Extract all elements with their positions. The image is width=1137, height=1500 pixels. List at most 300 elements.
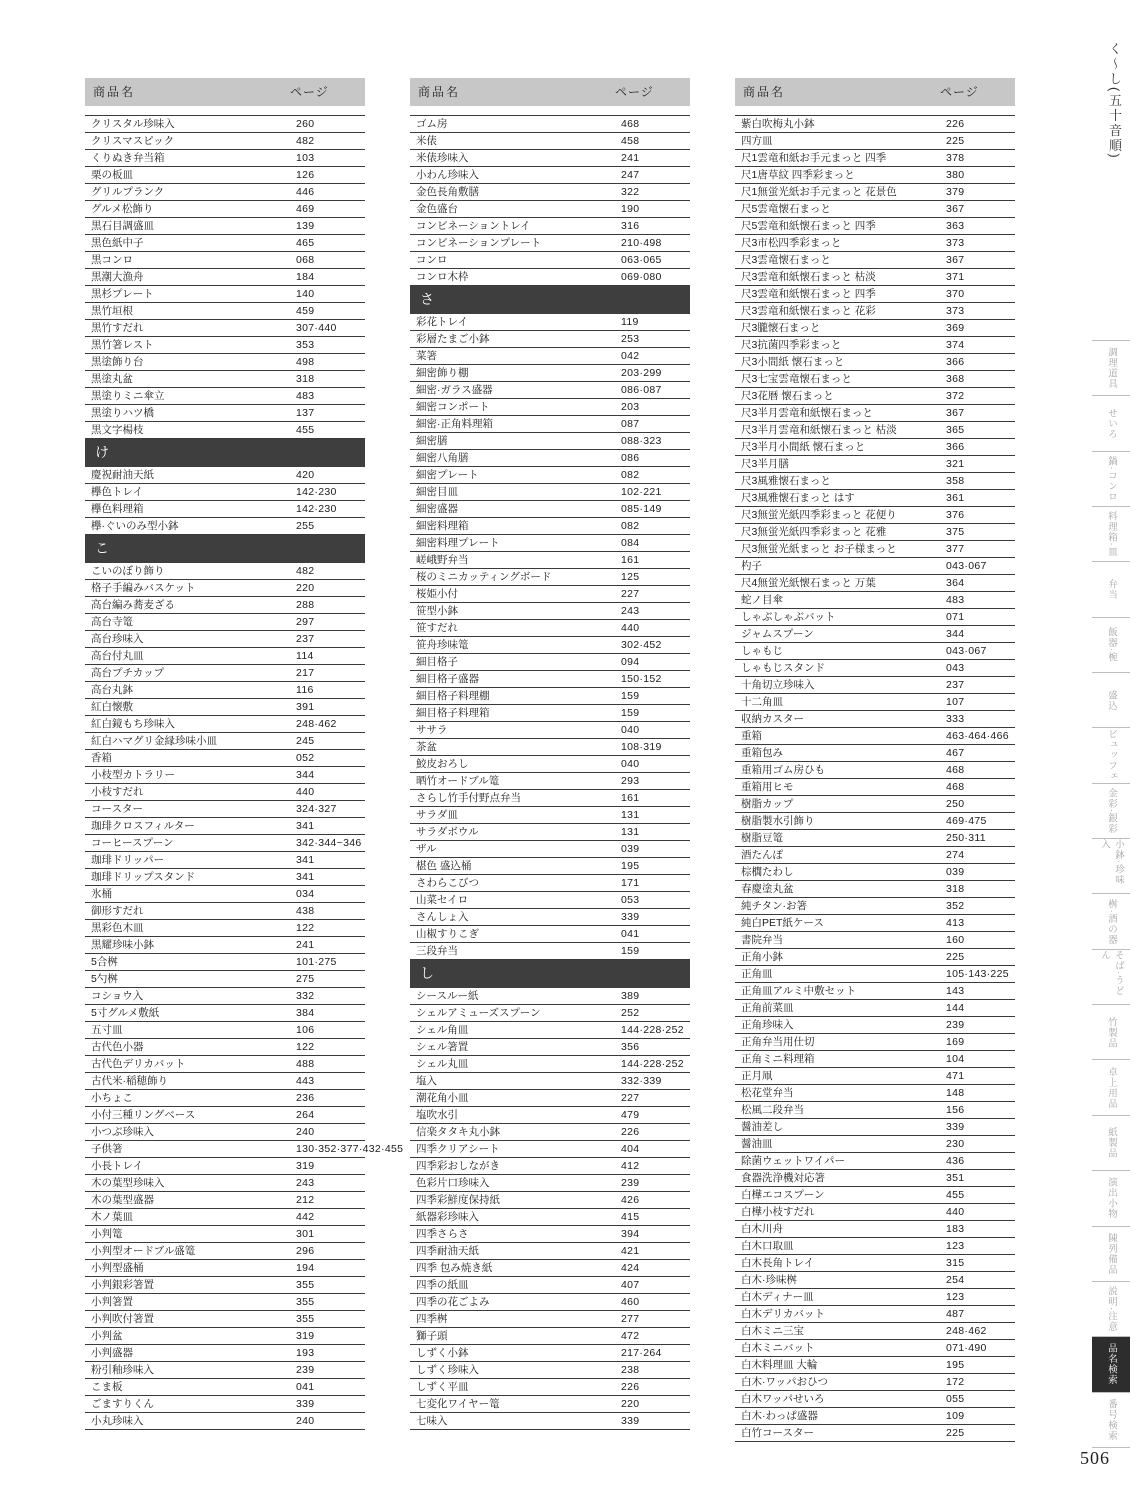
table-row [410,722,690,739]
table-row [735,269,1015,286]
item-page: 082 [621,469,640,481]
item-name: 小判盆 [91,1330,123,1342]
item-page: 252 [621,1007,640,1019]
item-name: サラダボウル [416,826,479,838]
sidebar-tab-竹製品[interactable]: 竹製品 [1092,1004,1130,1059]
table-row [735,1408,1015,1425]
item-name: 小枝すだれ [91,786,144,798]
item-page: 436 [946,1155,965,1167]
table-row [735,116,1015,133]
item-page: 260 [296,118,315,130]
item-page: 375 [946,526,965,538]
item-page: 367 [946,407,965,419]
item-page: 369 [946,322,965,334]
item-page: 150·152 [621,673,662,685]
item-page: 125 [621,571,640,583]
table-row [735,1119,1015,1136]
item-page: 071·490 [946,1342,987,1354]
item-page: 210·498 [621,237,662,249]
table-row [410,654,690,671]
item-name: 白木ディナー皿 [741,1291,814,1303]
item-name: 欅色トレイ [91,486,143,498]
item-name: 黒塗飾り台 [91,356,144,368]
item-name: 尺5雲竜懐石まっと [741,203,831,215]
item-name: 紅白懐敷 [91,701,133,713]
item-name: コーヒースプーン [91,837,174,849]
item-page: 085·149 [621,503,662,515]
item-page: 440 [946,1206,965,1218]
item-page: 380 [946,169,965,181]
item-page: 384 [296,1007,315,1019]
item-name: ジャムスプーン [741,628,814,640]
table-row [85,1022,365,1039]
item-page: 460 [621,1296,640,1308]
item-name: 白木ミニ三宝 [741,1325,804,1337]
item-name: コショウ入 [91,990,144,1002]
table-row [410,1056,690,1073]
table-row [410,586,690,603]
table-row [85,1294,365,1311]
table-row [735,1187,1015,1204]
sidebar-tab-鍋·コンロ[interactable]: 鍋·コンロ [1092,451,1130,506]
item-page: 364 [946,577,965,589]
sidebar-tab-調理道具[interactable]: 調理道具 [1092,340,1130,395]
item-name: しずく平皿 [416,1381,469,1393]
item-name: 白木·わっぱ盛器 [741,1410,818,1422]
item-name: 氷桶 [91,888,112,900]
item-page: 039 [946,866,965,878]
table-row [735,711,1015,728]
table-row [735,864,1015,881]
item-name: 5合桝 [91,956,118,968]
item-page: 142·230 [296,486,337,498]
item-page: 319 [296,1160,315,1172]
item-page: 318 [296,373,315,385]
table-row [410,1209,690,1226]
table-row [410,926,690,943]
item-page: 159 [621,945,640,957]
item-name: 白木ワッパせいろ [741,1393,825,1405]
item-name: 尺3雲竜和紙懐石まっと 花彩 [741,305,876,317]
item-page: 114 [296,650,314,662]
item-name: クリスタル珍味入 [91,118,175,130]
table-row [85,133,365,150]
table-row [410,450,690,467]
sidebar-tab-飯器·椀[interactable]: 飯器·椀 [1092,617,1130,672]
item-name: 樹脂製水引飾り [741,815,815,827]
table-row [410,688,690,705]
table-row [735,167,1015,184]
item-name: しずく珍味入 [416,1364,479,1376]
table-row [85,1192,365,1209]
table-row [85,1328,365,1345]
table-row [735,558,1015,575]
table-row [85,937,365,954]
item-page: 226 [621,1381,640,1393]
table-row [85,518,365,535]
table-row [735,830,1015,847]
item-page: 374 [946,339,965,351]
table-row [410,116,690,133]
table-row [735,949,1015,966]
item-page: 142·230 [296,503,337,515]
sidebar-tabs [1092,340,1130,1448]
table-row [410,909,690,926]
item-page: 483 [946,594,965,606]
table-row [85,467,365,484]
item-page: 487 [946,1308,965,1320]
item-name: さわらこびつ [416,877,479,889]
item-name: 細密プレート [416,469,479,481]
sidebar-tab-せいろ[interactable]: せいろ [1092,395,1130,450]
item-page: 108·319 [621,741,662,753]
item-page: 217·264 [621,1347,662,1359]
item-name: 木の葉型珍味入 [91,1177,165,1189]
table-row [735,218,1015,235]
item-name: 小判盛器 [91,1347,133,1359]
table-row [410,705,690,722]
item-name: 尺1無蛍光紙お手元まっと 花景色 [741,186,897,198]
item-name: 黒色紙中子 [91,237,144,249]
item-page: 225 [946,1427,965,1439]
table-row [85,614,365,631]
item-page: 116 [296,684,314,696]
table-row [410,133,690,150]
table-row [735,354,1015,371]
item-page: 034 [296,888,315,900]
sidebar-tab-紙製品[interactable]: 紙製品 [1092,1115,1130,1170]
item-name: 十二角皿 [741,696,783,708]
table-row [410,569,690,586]
item-name: 桜姫小付 [416,588,458,600]
item-page: 238 [621,1364,640,1376]
item-name: 尺3半月雲竜和紙懐石まっと 枯淡 [741,424,897,436]
table-row [85,563,365,580]
table-row [85,784,365,801]
item-page: 378 [946,152,965,164]
item-name: 松花堂弁当 [741,1087,794,1099]
table-row [410,314,690,331]
item-page: 352 [946,900,965,912]
sidebar-tab-陳列備品[interactable]: 陳列備品 [1092,1226,1130,1281]
sidebar-tab-料理箱·皿[interactable]: 料理箱·皿 [1092,506,1130,561]
item-name: 四季の花ごよみ [416,1296,490,1308]
item-page: 247 [621,169,640,181]
item-page: 119 [621,316,639,328]
item-name: ザル [416,843,437,855]
item-page: 225 [946,951,965,963]
item-page: 467 [946,747,965,759]
table-row [410,1413,690,1430]
table-row [85,354,365,371]
item-page: 139 [296,220,315,232]
index-column-2 [410,78,690,1430]
table-row [735,745,1015,762]
item-page: 366 [946,356,965,368]
table-row [85,184,365,201]
item-page: 043·067 [946,645,987,657]
item-page: 040 [621,758,640,770]
item-name: 古代色小器 [91,1041,144,1053]
table-row [85,501,365,518]
table-row [410,756,690,773]
item-page: 102·221 [621,486,662,498]
table-row [735,1425,1015,1442]
sidebar-tab-卓上用品[interactable]: 卓上用品 [1092,1059,1130,1114]
item-name: 欅色料理箱 [91,503,144,515]
item-page: 159 [621,707,640,719]
table-row [410,1090,690,1107]
item-page: 239 [946,1019,965,1031]
item-page: 107 [946,696,965,708]
table-row [410,1362,690,1379]
table-row [85,1124,365,1141]
item-page: 041 [621,928,640,940]
item-name: 尺3半月膳 [741,458,789,470]
table-row [735,898,1015,915]
item-name: 高台プチカップ [91,667,165,679]
item-page: 243 [296,1177,315,1189]
item-name: 春慶塗丸盆 [741,883,794,895]
sidebar-tab-番号検索[interactable]: 番号検索 [1092,1392,1130,1448]
sidebar-tab-盛込[interactable]: 盛込 [1092,672,1130,727]
item-name: 五寸皿 [91,1024,123,1036]
item-page: 237 [946,679,965,691]
table-row [410,1192,690,1209]
item-name: しゃもじ [741,645,783,657]
table-row [85,388,365,405]
item-name: 白木·珍味桝 [741,1274,797,1286]
table-row [85,1243,365,1260]
section-header-さ: さ [410,286,690,314]
item-page: 101·275 [296,956,337,968]
table-row [85,733,365,750]
sidebar-tab-小鉢·珍味入[interactable]: 小鉢·珍味入 [1092,838,1130,893]
item-page: 220 [296,582,315,594]
item-page: 482 [296,565,315,577]
item-page: 471 [946,1070,965,1082]
item-page: 183 [946,1223,965,1235]
table-row [85,1260,365,1277]
item-name: こいのぼり飾り [91,565,165,577]
item-page: 424 [621,1262,640,1274]
table-row [410,1311,690,1328]
item-page: 237 [296,633,315,645]
item-name: 白木ミニバット [741,1342,815,1354]
item-name: 紙器彩珍味入 [416,1211,479,1223]
item-page: 241 [296,939,315,951]
item-name: 金色長角敷膳 [416,186,479,198]
column-header-name: 商品名 [418,85,461,99]
table-row [735,1000,1015,1017]
item-name: 重箱 [741,730,762,742]
item-name: 細密目皿 [416,486,458,498]
item-name: コンロ木枠 [416,271,469,283]
table-row [410,773,690,790]
item-name: 書院弁当 [741,934,783,946]
item-name: 正角弁当用仕切 [741,1036,815,1048]
item-name: 四季クリアシート [416,1143,500,1155]
table-row [85,1379,365,1396]
table-row [410,1141,690,1158]
item-name: 四方皿 [741,135,773,147]
table-row [85,1362,365,1379]
item-page: 351 [946,1172,965,1184]
table-row [735,524,1015,541]
item-name: 彩層たまご小鉢 [416,333,490,345]
sidebar-tab-弁当[interactable]: 弁当 [1092,561,1130,616]
item-page: 367 [946,203,965,215]
item-name: 黒耀珍味小鉢 [91,939,154,951]
table-row [410,1107,690,1124]
table-row [85,1413,365,1430]
table-row [85,303,365,320]
table-row [85,201,365,218]
item-page: 455 [946,1189,965,1201]
item-name: 格子手編みバスケット [91,582,196,594]
item-name: 山菜セイロ [416,894,469,906]
table-row [735,1051,1015,1068]
item-page: 063·065 [621,254,662,266]
item-name: 白樺小枝すだれ [741,1206,815,1218]
item-name: 珈琲クロスフィルター [91,820,195,832]
item-name: 小付三種リングベース [91,1109,196,1121]
sidebar-tab-ビュッフェ[interactable]: ビュッフェ [1092,727,1130,782]
table-row [735,1017,1015,1034]
column-header [410,78,690,106]
item-name: 黒潮大漁舟 [91,271,144,283]
item-page: 307·440 [296,322,337,334]
table-row [735,966,1015,983]
sidebar-tab-品名検索[interactable]: 品名検索 [1092,1336,1130,1391]
item-name: 塩入 [416,1075,437,1087]
item-name: 尺3小間紙 懐石まっと [741,356,845,368]
item-name: 子供箸 [91,1143,123,1155]
sidebar-tab-桝·酒の器[interactable]: 桝·酒の器 [1092,893,1130,948]
table-row [410,518,690,535]
item-name: 細密盛器 [416,503,458,515]
item-name: 四季彩鮮度保持紙 [416,1194,500,1206]
table-row [85,988,365,1005]
item-name: シェル丸皿 [416,1058,469,1070]
item-name: 米俵珍味入 [416,152,469,164]
item-page: 413 [946,917,965,929]
item-name: 七味入 [416,1415,448,1427]
table-row [410,1277,690,1294]
item-name: シェル角皿 [416,1024,469,1036]
table-row [85,631,365,648]
item-page: 043 [946,662,965,674]
item-page: 373 [946,237,965,249]
item-page: 322 [621,186,640,198]
item-name: 小つぶ珍味入 [91,1126,154,1138]
table-row [735,1323,1015,1340]
item-page: 086 [621,452,640,464]
item-page: 094 [621,656,640,668]
table-row [85,1107,365,1124]
item-name: 茶盆 [416,741,437,753]
table-row [410,824,690,841]
item-name: 菜箸 [416,350,437,362]
item-page: 226 [946,118,965,130]
table-row [410,348,690,365]
item-page: 126 [296,169,315,181]
table-row [735,1221,1015,1238]
item-name: 獅子頭 [416,1330,448,1342]
item-name: 黒塗りミニ傘立 [91,390,165,402]
item-name: 重箱包み [741,747,783,759]
item-page: 159 [621,690,640,702]
table-row [735,643,1015,660]
item-name: 白木料理皿 大輪 [741,1359,818,1371]
item-page: 459 [296,305,315,317]
item-name: 十角切立珍味入 [741,679,815,691]
item-page: 342·344~346 [296,837,362,849]
sidebar-tab-演出小物[interactable]: 演出小物 [1092,1170,1130,1225]
table-row [410,1243,690,1260]
item-name: 白木デリカバット [741,1308,825,1320]
item-name: 栗の板皿 [91,169,133,181]
item-page: 321 [946,458,965,470]
table-row [85,648,365,665]
sidebar-tab-説明·注意[interactable]: 説明·注意 [1092,1281,1130,1336]
table-row [410,1158,690,1175]
table-row [735,1255,1015,1272]
item-page: 446 [296,186,315,198]
table-row [85,1141,404,1158]
item-page: 226 [621,1126,640,1138]
item-page: 239 [621,1177,640,1189]
item-name: 木ノ葉皿 [91,1211,133,1223]
item-page: 316 [621,220,640,232]
section-header-し: し [410,960,690,988]
item-name: 樹脂カップ [741,798,794,810]
item-name: 5寸グルメ敷紙 [91,1007,160,1019]
table-row [85,235,365,252]
item-page: 302·452 [621,639,662,651]
item-page: 344 [296,769,315,781]
item-page: 137 [296,407,315,419]
item-name: 細密·ガラス盛器 [416,384,493,396]
item-page: 355 [296,1313,315,1325]
item-name: 四季の紙皿 [416,1279,469,1291]
item-page: 193 [296,1347,315,1359]
item-name: 尺4無蛍光紙懐石まっと 万葉 [741,577,876,589]
sidebar-tab-金彩·銀彩[interactable]: 金彩·銀彩 [1092,783,1130,838]
table-row [85,920,365,937]
table-row [410,382,690,399]
item-name: 粉引釉珍味入 [91,1364,154,1376]
item-name: 小判吹付箸置 [91,1313,154,1325]
item-name: 尺3無蛍光紙まっと お子様まっと [741,543,897,555]
column-header-page: ページ [290,85,329,99]
item-page: 084 [621,537,640,549]
item-page: 394 [621,1228,640,1240]
sidebar-tab-そば·うどん[interactable]: そば·うどん [1092,949,1130,1004]
item-page: 319 [296,1330,315,1342]
item-page: 148 [946,1087,965,1099]
item-page: 421 [621,1245,640,1257]
item-page: 368 [946,373,965,385]
item-page: 339 [621,911,640,923]
item-name: しゃぶしゃぶバット [741,611,836,623]
item-name: クリスマスピック [91,135,175,147]
item-name: 重箱用ヒモ [741,781,794,793]
item-name: 小ちょこ [91,1092,133,1104]
item-name: しゃもじスタンド [741,662,825,674]
item-name: 黒彩色木皿 [91,922,144,934]
item-page: 404 [621,1143,640,1155]
